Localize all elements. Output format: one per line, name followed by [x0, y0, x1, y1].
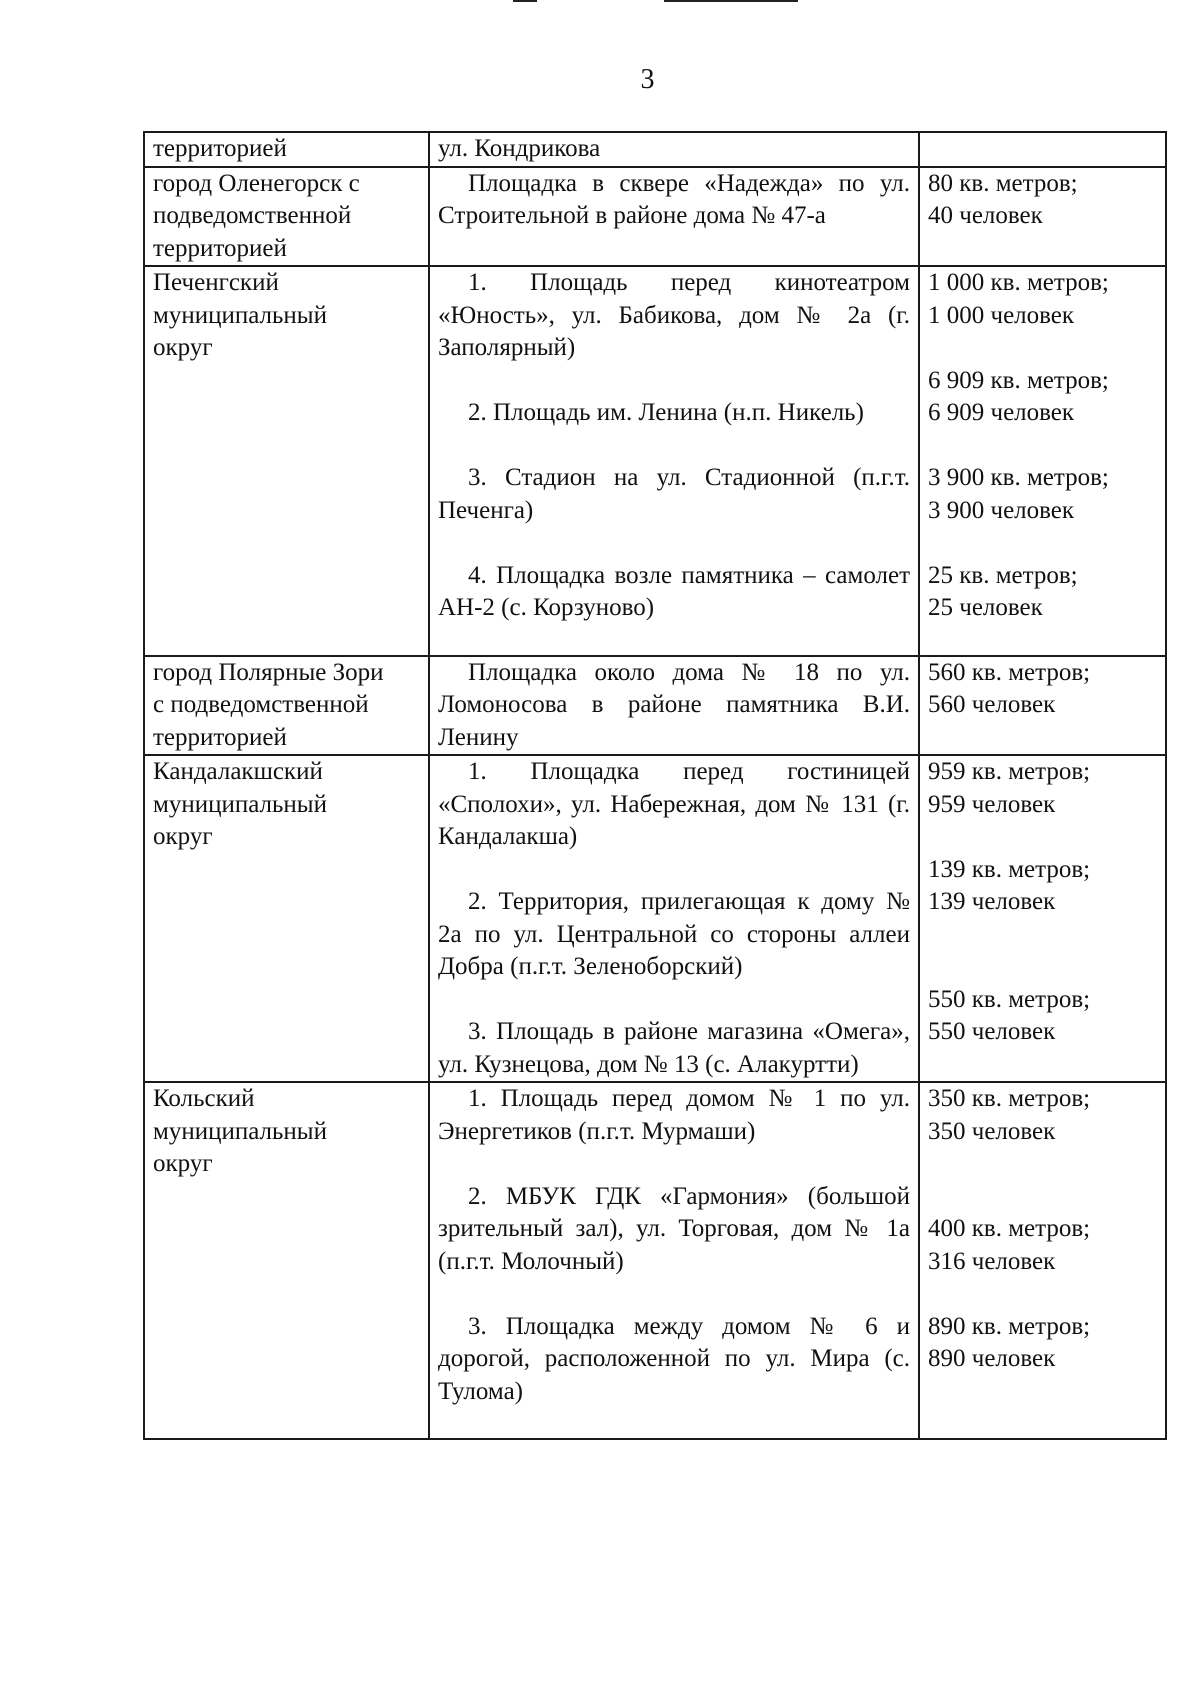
capacity-cell: [919, 167, 1166, 267]
place-description: ул. Кондрикова: [438, 135, 601, 162]
district-cell: [144, 656, 429, 756]
capacity-cell: [919, 1082, 1166, 1439]
capacity-text: 80 кв. метров; 40 человек: [928, 169, 1078, 229]
district-name: Кандалакшский муниципальный округ: [153, 758, 327, 850]
capacity-text: 6 909 кв. метров; 6 909 человек: [928, 366, 1109, 426]
place-description: 2. Территория, прилегающая к дому № 2а по ул. Центральной со стороны аллеи Добра (п.г.т. Зеленоборский): [438, 888, 910, 980]
capacity-cell: [919, 656, 1166, 756]
table-row: [144, 132, 1166, 167]
capacity-text: 350 кв. метров; 350 человек: [928, 1085, 1091, 1145]
capacity-text: 400 кв. метров; 316 человек: [928, 1215, 1091, 1275]
table-row: [144, 755, 1166, 1082]
district-name: город Полярные Зори с подведомственной территорией: [153, 658, 384, 751]
capacity-cell: [919, 266, 1166, 656]
place-description: 1. Площадь перед кинотеатром «Юность», ул. Бабикова, дом № 2а (г. Заполярный): [438, 269, 910, 361]
place-description: Площадка около дома № 18 по ул. Ломоносова в районе памятника В.И. Ленину: [438, 658, 910, 751]
capacity-text: 139 кв. метров; 139 человек: [928, 855, 1091, 915]
place-description: 2. МБУК ГДК «Гармония» (большой зрительный зал), ул. Торговая, дом № 1а (п.г.т. Молочный): [438, 1182, 910, 1275]
venues-table: [143, 131, 1167, 1440]
place-cell: [429, 266, 919, 656]
place-description: 1. Площадка перед гостиницей «Сполохи», ул. Набережная, дом № 131 (г. Кандалакша): [438, 758, 910, 850]
page-number: 3: [640, 64, 655, 95]
place-description: 1. Площадь перед домом № 1 по ул. Энергетиков (п.г.т. Мурмаши): [438, 1085, 910, 1145]
capacity-cell: [919, 132, 1166, 167]
capacity-text: 890 кв. метров; 890 человек: [928, 1312, 1091, 1372]
district-cell: [144, 266, 429, 656]
place-cell: [429, 656, 919, 756]
district-cell: [144, 132, 429, 167]
place-description: 3. Площадка между домом № 6 и дорогой, расположенной по ул. Мира (с. Тулома): [438, 1312, 910, 1405]
district-cell: [144, 1082, 429, 1439]
capacity-text: 3 900 кв. метров; 3 900 человек: [928, 464, 1109, 524]
place-cell: [429, 1082, 919, 1439]
table-row: [144, 167, 1166, 267]
district-cell: [144, 755, 429, 1082]
place-description: Площадка в сквере «Надежда» по ул. Строительной в районе дома № 47-а: [438, 169, 910, 229]
place-description: 2. Площадь им. Ленина (н.п. Никель): [468, 399, 864, 426]
district-cell: [144, 167, 429, 267]
capacity-text: 550 кв. метров; 550 человек: [928, 985, 1091, 1045]
district-name: город Оленегорск с подведомственной территорией: [153, 169, 360, 262]
place-description: 3. Стадион на ул. Стадионной (п.г.т. Печенга): [438, 464, 910, 524]
place-cell: [429, 167, 919, 267]
place-cell: [429, 755, 919, 1082]
capacity-cell: [919, 755, 1166, 1082]
top-scan-mark: [664, 0, 798, 2]
table-row: [144, 1082, 1166, 1439]
top-scan-mark: [513, 0, 537, 2]
capacity-text: 25 кв. метров; 25 человек: [928, 561, 1078, 621]
capacity-text: 959 кв. метров; 959 человек: [928, 758, 1091, 818]
place-description: 4. Площадка возле памятника – самолет АН-2 (с. Корзуново): [438, 561, 910, 621]
table-row: [144, 266, 1166, 656]
district-name: Печенгский муниципальный округ: [153, 269, 327, 361]
district-name: Кольский муниципальный округ: [153, 1085, 327, 1177]
table-row: [144, 656, 1166, 756]
capacity-text: 1 000 кв. метров; 1 000 человек: [928, 269, 1109, 329]
district-name: территорией: [153, 135, 287, 162]
place-description: 3. Площадь в районе магазина «Омега», ул. Кузнецова, дом № 13 (с. Алакуртти): [438, 1018, 910, 1078]
capacity-text: 560 кв. метров; 560 человек: [928, 658, 1091, 718]
place-cell: [429, 132, 919, 167]
